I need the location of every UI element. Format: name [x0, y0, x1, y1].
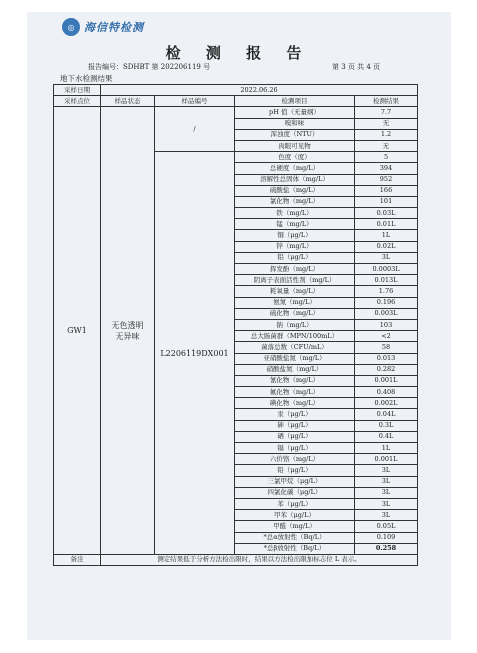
result-cell: 无 [355, 140, 418, 151]
item-cell: 溶解性总固体（mg/L） [235, 174, 355, 185]
item-cell: 硝酸盐氮（mg/L） [235, 364, 355, 375]
result-cell: 1.76 [355, 286, 418, 297]
item-cell: 甲醛（mg/L） [235, 521, 355, 532]
item-cell: 四氯化碳（μg/L） [235, 487, 355, 498]
result-cell: 3L [355, 487, 418, 498]
sample-state-line: 无异味 [115, 331, 140, 341]
col-header-result: 检测结果 [355, 96, 418, 107]
report-number: 报告编号：SDHBT 第 202206119 号 [88, 63, 211, 71]
result-cell: 3L [355, 465, 418, 476]
item-cell: 甲苯（μg/L） [235, 510, 355, 521]
item-cell: 汞（μg/L） [235, 409, 355, 420]
item-cell: 六价铬（mg/L） [235, 454, 355, 465]
result-cell: 0.109 [355, 532, 418, 543]
col-header-state: 样品状态 [101, 96, 155, 107]
result-cell: 0.001L [355, 375, 418, 386]
item-cell: *总α放射性（Bq/L） [235, 532, 355, 543]
item-cell: 氯化物（mg/L） [235, 196, 355, 207]
result-cell: 3L [355, 498, 418, 509]
logo-emblem-icon: ◎ [62, 18, 80, 36]
item-cell: 肉眼可见物 [235, 140, 355, 151]
item-cell: 砷（μg/L） [235, 420, 355, 431]
result-cell: 0.04L [355, 409, 418, 420]
result-cell: 103 [355, 319, 418, 330]
col-header-item: 检测项目 [235, 96, 355, 107]
result-cell: 0.02L [355, 241, 418, 252]
item-cell: pH 值（无量纲） [235, 107, 355, 118]
result-cell: 0.4L [355, 431, 418, 442]
col-header-point: 采样点位 [54, 96, 101, 107]
result-cell: 101 [355, 196, 418, 207]
result-cell: 1.2 [355, 129, 418, 140]
item-cell: 锰（mg/L） [235, 219, 355, 230]
result-cell: 1L [355, 443, 418, 454]
table-subtitle: 地下水检测结果 [60, 74, 113, 83]
item-cell: 三氯甲烷（μg/L） [235, 476, 355, 487]
sample-point: GW1 [54, 107, 101, 555]
result-cell: 7.7 [355, 107, 418, 118]
item-cell: 铜（μg/L） [235, 230, 355, 241]
result-cell: 5 [355, 152, 418, 163]
result-cell: 0.05L [355, 521, 418, 532]
result-cell: 0.196 [355, 297, 418, 308]
result-cell: 0.282 [355, 364, 418, 375]
table-row [54, 107, 418, 118]
item-cell: 镉（μg/L） [235, 443, 355, 454]
result-cell: 0.002L [355, 398, 418, 409]
item-cell: 总硬度（mg/L） [235, 163, 355, 174]
item-cell: 苯（μg/L） [235, 498, 355, 509]
result-cell: 无 [355, 118, 418, 129]
note-text: 测定结果低于分析方法检出限时，结果以方法检出限加标志位 L 表示。 [101, 554, 418, 565]
item-cell: 铝（μg/L） [235, 252, 355, 263]
result-cell: 0.03L [355, 208, 418, 219]
results-table [53, 84, 418, 566]
result-cell: 3L [355, 510, 418, 521]
result-cell: 0.003L [355, 308, 418, 319]
item-cell: 硒（μg/L） [235, 431, 355, 442]
result-cell: 0.013L [355, 275, 418, 286]
item-cell: 氟化物（mg/L） [235, 387, 355, 398]
result-cell: 3L [355, 252, 418, 263]
item-cell: 耗氧量（mg/L） [235, 286, 355, 297]
item-cell: 氨氮（mg/L） [235, 297, 355, 308]
result-cell: 0.3L [355, 420, 418, 431]
result-cell: 0.01L [355, 219, 418, 230]
item-cell: *总β放射性（Bq/L） [235, 543, 355, 554]
result-cell: 952 [355, 174, 418, 185]
result-cell: 166 [355, 185, 418, 196]
result-cell: 0.258 [355, 543, 418, 554]
item-cell: 氰化物（mg/L） [235, 375, 355, 386]
result-cell: <2 [355, 331, 418, 342]
item-cell: 锌（mg/L） [235, 241, 355, 252]
result-cell: 0.0003L [355, 264, 418, 275]
item-cell: 碘化物（mg/L） [235, 398, 355, 409]
result-cell: 58 [355, 342, 418, 353]
item-cell: 挥发酚（mg/L） [235, 264, 355, 275]
result-cell: 0.013 [355, 353, 418, 364]
result-cell: 1L [355, 230, 418, 241]
item-cell: 菌落总数（CFU/mL） [235, 342, 355, 353]
result-cell: 0.001L [355, 454, 418, 465]
note-row [54, 554, 418, 565]
item-cell: 阴离子表面活性剂（mg/L） [235, 275, 355, 286]
sample-number: L2206119DX001 [155, 152, 235, 555]
result-cell: 394 [355, 163, 418, 174]
item-cell: 亚硝酸盐氮（mg/L） [235, 353, 355, 364]
page-number: 第 3 页 共 4 页 [332, 63, 381, 71]
sample-state-line: 无色透明 [111, 320, 144, 330]
item-cell: 钠（mg/L） [235, 319, 355, 330]
item-cell: 嗅和味 [235, 118, 355, 129]
result-cell: 0.408 [355, 387, 418, 398]
item-cell: 总大肠菌群（MPN/100mL） [235, 331, 355, 342]
item-cell: 铁（mg/L） [235, 208, 355, 219]
item-cell: 硫化物（mg/L） [235, 308, 355, 319]
logo-text: 海信特检测 [84, 21, 144, 34]
report-title: 检 测 报 告 [165, 44, 312, 62]
sample-state [101, 107, 155, 555]
item-cell: 硫酸盐（mg/L） [235, 185, 355, 196]
col-header-sample-no: 样品编号 [155, 96, 235, 107]
note-label: 备注 [54, 554, 101, 565]
result-cell: 3L [355, 476, 418, 487]
date-label: 采样日期 [54, 85, 101, 96]
item-cell: 铅（μg/L） [235, 465, 355, 476]
date-value: 2022.06.26 [101, 85, 418, 96]
sample-number-none: / [155, 107, 235, 152]
company-logo [62, 18, 144, 36]
item-cell: 色度（度） [235, 152, 355, 163]
item-cell: 浑浊度（NTU） [235, 129, 355, 140]
